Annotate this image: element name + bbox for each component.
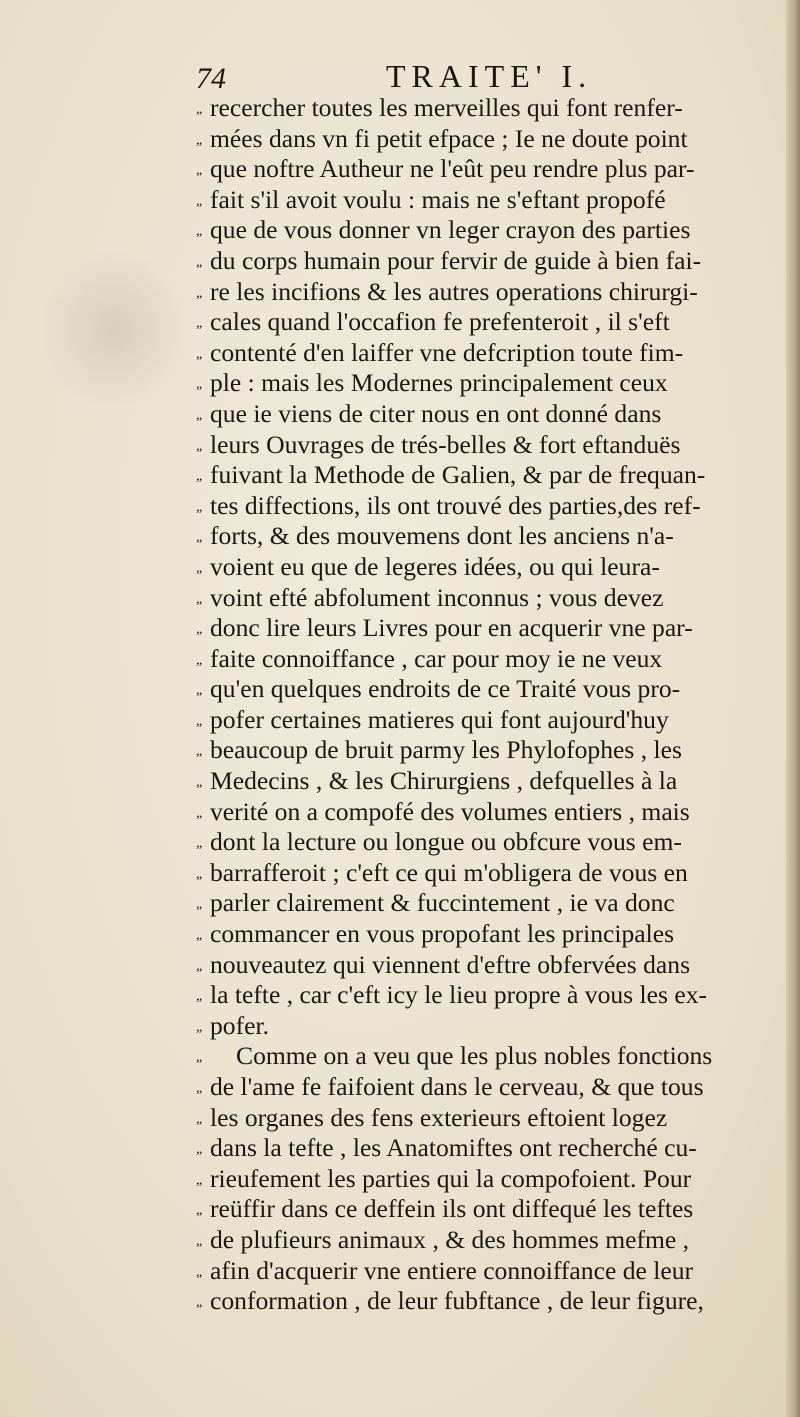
text-line-content: conformation , de leur fubftance , de leur figure, [210, 1286, 704, 1316]
quotation-margin-mark: „ [196, 163, 203, 179]
text-line-content: que de vous donner vn leger crayon des parties [210, 215, 691, 245]
quotation-margin-mark: „ [196, 1081, 203, 1096]
quotation-margin-mark: „ [196, 1264, 203, 1280]
text-line [196, 154, 792, 185]
text-line-content: Medecins , & les Chirurgiens , defquelles à la [210, 766, 678, 796]
text-line-content: fuivant la Methode de Galien, & par de frequan- [210, 460, 706, 490]
quotation-margin-mark: „ [196, 102, 203, 117]
quotation-margin-mark: „ [196, 1050, 203, 1066]
quotation-margin-mark: „ [196, 958, 203, 974]
text-line [196, 919, 792, 950]
text-line-content: afin d'acquerir vne entiere connoiffance de leur [210, 1255, 694, 1285]
quotation-margin-mark: „ [196, 560, 203, 576]
quotation-margin-mark: „ [196, 1172, 203, 1188]
text-line-content: de l'ame fe faifoient dans le cerveau, & que tous [210, 1072, 704, 1101]
text-line-content: ple : mais les Modernes principalement ceux [210, 368, 668, 398]
text-line-content: faite connoiffance , car pour moy ie ne veux [210, 643, 663, 673]
ink-bleed-stain [40, 250, 190, 410]
quotation-margin-mark: „ [196, 377, 203, 393]
quotation-margin-mark: „ [196, 775, 203, 791]
running-title: TRAITE' I. [386, 58, 593, 94]
text-line [196, 980, 792, 1011]
quotation-margin-mark: „ [196, 836, 203, 852]
quotation-margin-mark: „ [196, 469, 203, 485]
text-line [196, 858, 792, 889]
text-line-content: fait s'il avoit voulu : mais ne s'eftant propofé [210, 184, 666, 214]
text-line [196, 950, 792, 981]
text-line [196, 491, 792, 522]
text-line-content: beaucoup de bruit parmy les Phylofophes , les [210, 735, 682, 765]
text-line-content: donc lire leurs Livres pour en acquerir vne par- [210, 613, 693, 643]
text-line [196, 338, 792, 369]
quotation-margin-mark: „ [196, 346, 203, 362]
quotation-margin-mark: „ [196, 407, 203, 423]
quotation-margin-mark: „ [196, 652, 203, 668]
text-line [196, 185, 792, 216]
body-text [196, 93, 792, 1317]
text-line [196, 93, 792, 124]
text-line-content: dont la lecture ou longue ou obfcure vous em- [210, 827, 682, 857]
quotation-margin-mark: „ [196, 438, 203, 454]
text-line [196, 1286, 792, 1317]
quotation-margin-mark: „ [196, 622, 203, 638]
text-line-content: voint efté abfolument inconnus ; vous devez [210, 582, 664, 612]
quotation-margin-mark: „ [196, 1203, 203, 1219]
text-line [196, 399, 792, 430]
quotation-margin-mark: „ [196, 193, 203, 209]
text-line-content: pofer certaines matieres qui font aujourd'huy [210, 704, 669, 734]
quotation-margin-mark: „ [196, 1111, 203, 1127]
text-line-content: dans la tefte , les Anatomiftes ont recherché cu- [210, 1133, 697, 1163]
text-line [196, 215, 792, 246]
text-line-content: mées dans vn fi petit efpace ; Ie ne doute point [210, 123, 688, 153]
text-line-content: que ie viens de citer nous en ont donné dans [210, 398, 662, 428]
text-line [196, 1072, 792, 1103]
text-line-content: reüffir dans ce deffein ils ont diffequé les teftes [210, 1194, 694, 1224]
text-line [196, 1256, 792, 1287]
text-line [196, 735, 792, 766]
text-line [196, 1133, 792, 1164]
page-number: 74 [196, 62, 226, 95]
text-line [196, 430, 792, 461]
text-line-content: Comme on a veu que les plus nobles fonctions [236, 1041, 713, 1071]
quotation-margin-mark: „ [196, 1019, 203, 1035]
text-line [196, 1011, 792, 1042]
quotation-margin-mark: „ [196, 744, 203, 760]
quotation-margin-mark: „ [196, 285, 203, 301]
quotation-margin-mark: „ [196, 1295, 203, 1311]
text-line [196, 1194, 792, 1225]
quotation-margin-mark: „ [196, 683, 203, 699]
quotation-margin-mark: „ [196, 254, 203, 270]
quotation-margin-mark: „ [196, 897, 203, 913]
quotation-margin-mark: „ [196, 713, 203, 729]
page-header [196, 58, 796, 98]
text-line [196, 797, 792, 828]
text-line [196, 124, 792, 155]
text-line [196, 246, 792, 277]
text-line [196, 766, 792, 797]
text-line [196, 644, 792, 675]
text-line [196, 552, 792, 583]
text-line-content: les organes des fens exterieurs eftoient logez [210, 1102, 668, 1132]
text-line-content: de plufieurs animaux , & des hommes mefme , [210, 1224, 690, 1254]
text-line-content: parler clairement & fuccintement , ie va donc [210, 888, 675, 918]
quotation-margin-mark: „ [196, 1233, 203, 1249]
text-line-content: pofer. [210, 1010, 269, 1040]
text-line [196, 277, 792, 308]
text-line [196, 827, 792, 858]
text-line-content: re les incifions & les autres operations chirurgi- [210, 276, 698, 306]
quotation-margin-mark: „ [196, 132, 203, 148]
quotation-margin-mark: „ [196, 499, 203, 515]
text-line-content: cales quand l'occafion fe prefenteroit , il s'eft [210, 307, 670, 337]
text-line [196, 521, 792, 552]
text-line [196, 674, 792, 705]
text-line-content: du corps humain pour fervir de guide à bien fai- [210, 245, 702, 275]
text-line-content: verité on a compofé des volumes entiers , mais [210, 796, 690, 826]
quotation-margin-mark: „ [196, 805, 203, 821]
text-line [196, 1041, 792, 1072]
quotation-margin-mark: „ [196, 316, 203, 332]
text-line [196, 307, 792, 338]
text-line-content: barrafferoit ; c'eft ce qui m'obligera de vous en [210, 857, 688, 887]
quotation-margin-mark: „ [196, 224, 203, 240]
text-line-content: contenté d'en laiffer vne defcription toute fim- [210, 337, 684, 367]
text-line [196, 368, 792, 399]
text-line-content: forts, & des mouvemens dont les anciens n'a- [210, 521, 674, 551]
text-line [196, 460, 792, 491]
text-line-content: la tefte , car c'eft icy le lieu propre à vous les ex- [210, 980, 708, 1010]
text-line-content: que noftre Autheur ne l'eût peu rendre plus par- [210, 154, 695, 184]
text-line-content: qu'en quelques endroits de ce Traité vous pro- [210, 674, 681, 704]
text-line-content: recercher toutes les merveilles qui font renfer- [210, 93, 683, 122]
quotation-margin-mark: „ [196, 1142, 203, 1158]
text-line [196, 1225, 792, 1256]
text-line [196, 613, 792, 644]
quotation-margin-mark: „ [196, 928, 203, 944]
text-line-content: commancer en vous propofant les principales [210, 919, 675, 949]
text-line-content: voient eu que de legeres idées, ou qui leura- [210, 551, 660, 581]
text-line-content: tes diffections, ils ont trouvé des parties,des ref- [210, 490, 701, 520]
quotation-margin-mark: „ [196, 591, 203, 607]
text-line-content: leurs Ouvrages de trés-belles & fort eftanduës [210, 429, 681, 459]
text-line [196, 888, 792, 919]
text-line [196, 583, 792, 614]
text-line [196, 1164, 792, 1195]
text-line [196, 1103, 792, 1134]
quotation-margin-mark: „ [196, 866, 203, 882]
text-line-content: rieufement les parties qui la compofoient. Pour [210, 1163, 692, 1193]
text-line [196, 705, 792, 736]
text-line-content: nouveautez qui viennent d'eftre obfervées dans [210, 949, 691, 979]
quotation-margin-mark: „ [196, 530, 203, 546]
quotation-margin-mark: „ [196, 989, 203, 1005]
